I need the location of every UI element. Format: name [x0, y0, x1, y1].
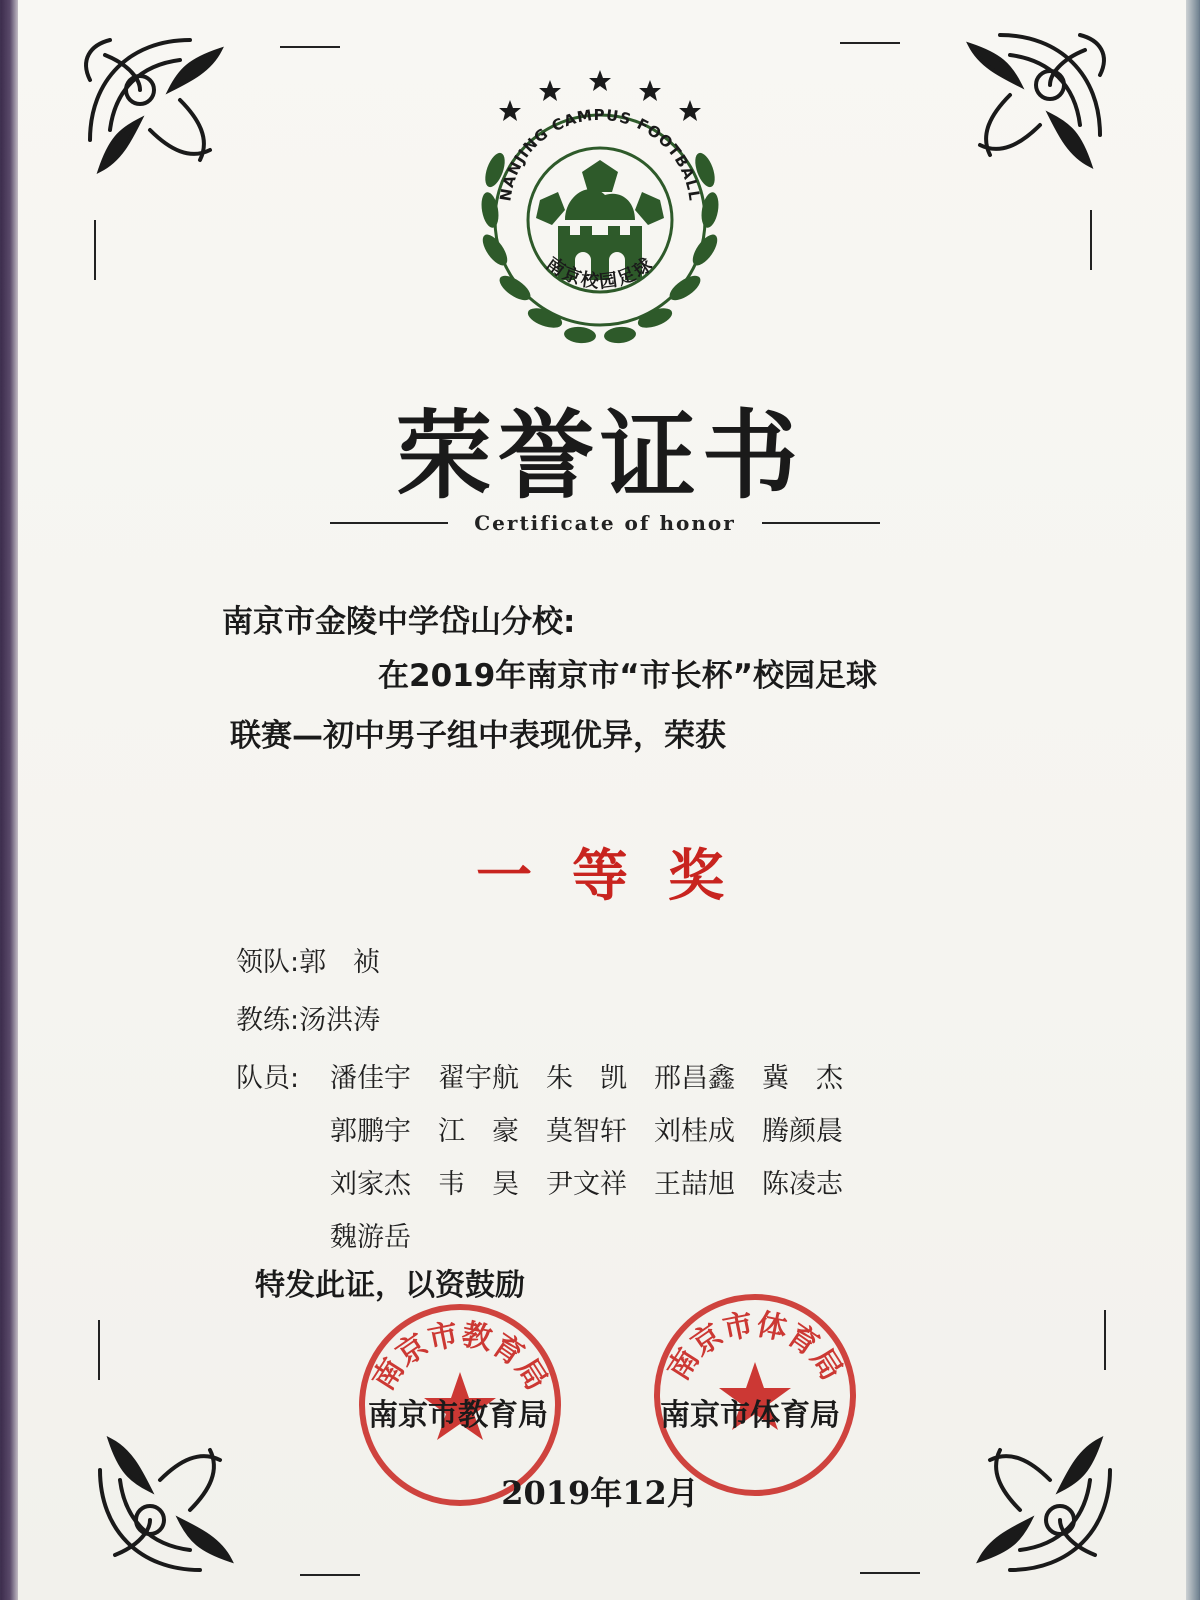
- subtitle-line-right: [762, 522, 880, 524]
- closing-statement: 特发此证，以资鼓励: [255, 1268, 525, 1303]
- recipient: 南京市金陵中学岱山分校:: [222, 604, 576, 640]
- issuer-sports-bureau: 南京市体育局: [660, 1398, 840, 1433]
- corner-ornament-top-left: [70, 20, 270, 220]
- leader-field: [236, 940, 380, 979]
- member-name: 江 豪: [438, 1116, 519, 1147]
- subtitle-line-left: [330, 522, 448, 524]
- nanjing-campus-football-logo: [440, 60, 760, 360]
- border-line-right-bottom: [1104, 1310, 1106, 1370]
- border-line-left-top: [94, 220, 96, 280]
- member-name: 刘家杰: [330, 1169, 411, 1200]
- members-label: 队员:: [236, 1063, 300, 1094]
- coach-label: 教练:: [236, 1005, 300, 1036]
- issuer-education-bureau: 南京市教育局: [368, 1398, 548, 1433]
- body-line-1: 在2019年南京市“市长杯”校园足球: [378, 658, 878, 694]
- logo-top-text: NANJING CAMPUS FOOTBALL: [496, 105, 704, 203]
- member-name: 韦 昊: [438, 1169, 519, 1200]
- member-name: 王喆旭: [654, 1169, 735, 1200]
- member-name: 郭鹏宇: [330, 1116, 411, 1147]
- member-name: 翟宇航: [438, 1063, 519, 1094]
- member-name: 刘桂成: [654, 1116, 735, 1147]
- border-line-right-top: [1090, 210, 1092, 270]
- border-line-left-bottom: [98, 1320, 100, 1380]
- member-name: 尹文祥: [546, 1169, 627, 1200]
- leader-name: 郭 祯: [299, 947, 381, 978]
- border-line-top-right: [840, 42, 900, 44]
- member-name: 陈凌志: [762, 1169, 843, 1200]
- leader-label: 领队:: [236, 947, 300, 978]
- coach-name: 汤洪涛: [299, 1005, 381, 1036]
- member-name: 朱 凯: [546, 1063, 627, 1094]
- issue-date: 2019年12月: [501, 1474, 699, 1512]
- logo-bottom-text: 南京校园足球: [542, 253, 658, 293]
- body-line-2: 联赛—初中男子组中表现优异，荣获: [230, 718, 726, 754]
- certificate-title: 荣誉证书: [396, 400, 804, 512]
- member-name: 魏游岳: [330, 1222, 411, 1253]
- border-line-bottom-left: [300, 1574, 360, 1576]
- certificate-subtitle: Certificate of honor: [474, 511, 736, 535]
- border-line-bottom-right: [860, 1572, 920, 1574]
- seal-text: 南京市教育局: [365, 1317, 555, 1397]
- members-list: [330, 1056, 870, 1254]
- subtitle-row: [330, 508, 880, 538]
- corner-ornament-top-right: [920, 15, 1120, 215]
- border-line-top-left: [280, 46, 340, 48]
- member-name: 邢昌鑫: [654, 1063, 735, 1094]
- member-name: 腾颜晨: [762, 1116, 843, 1147]
- member-name: 莫智轩: [546, 1116, 627, 1147]
- member-name: 潘佳宇: [330, 1063, 411, 1094]
- member-name: 冀 杰: [762, 1063, 843, 1094]
- award-name: 一等奖: [476, 843, 764, 909]
- coach-field: [236, 998, 380, 1037]
- seal-text: 南京市体育局: [660, 1307, 850, 1387]
